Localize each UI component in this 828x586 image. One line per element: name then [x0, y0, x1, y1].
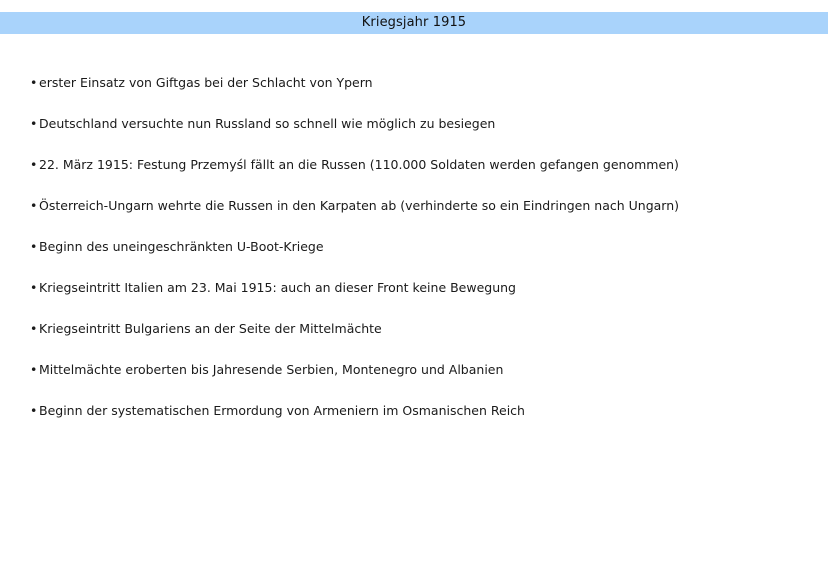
- list-item: [30, 237, 810, 278]
- bullet-list: [30, 73, 810, 442]
- bullet-icon: •: [30, 403, 38, 418]
- list-item-text: Beginn des uneingeschränkten U-Boot-Kriege: [39, 239, 324, 254]
- bullet-icon: •: [30, 321, 38, 336]
- bullet-icon: •: [30, 198, 38, 213]
- list-item: [30, 360, 810, 401]
- list-item: [30, 155, 810, 196]
- list-item-text: Kriegseintritt Bulgariens an der Seite der Mittelmächte: [39, 321, 382, 336]
- bullet-icon: •: [30, 280, 38, 295]
- bullet-icon: •: [30, 116, 38, 131]
- list-item: [30, 73, 810, 114]
- list-item-text: Beginn der systematischen Ermordung von Armeniern im Osmanischen Reich: [39, 403, 525, 418]
- list-item: [30, 114, 810, 155]
- list-item: [30, 278, 810, 319]
- list-item: [30, 196, 810, 237]
- bullet-icon: •: [30, 157, 38, 172]
- list-item-text: erster Einsatz von Giftgas bei der Schlacht von Ypern: [39, 75, 373, 90]
- title-bar: [0, 12, 828, 34]
- bullet-icon: •: [30, 362, 38, 377]
- list-item-text: Mittelmächte eroberten bis Jahresende Serbien, Montenegro und Albanien: [39, 362, 504, 377]
- list-item-text: Deutschland versuchte nun Russland so schnell wie möglich zu besiegen: [39, 116, 496, 131]
- list-item-text: Kriegseintritt Italien am 23. Mai 1915: auch an dieser Front keine Bewegung: [39, 280, 516, 295]
- list-item-text: 22. März 1915: Festung Przemyśl fällt an die Russen (110.000 Soldaten werden gefangen genommen): [39, 157, 679, 172]
- bullet-icon: •: [30, 239, 38, 254]
- list-item-text: Österreich-Ungarn wehrte die Russen in den Karpaten ab (verhinderte so ein Eindringen nach Ungarn): [39, 198, 680, 213]
- list-item: [30, 319, 810, 360]
- list-item: [30, 401, 810, 442]
- page-title: Kriegsjahr 1915: [361, 15, 467, 30]
- bullet-icon: •: [30, 75, 38, 90]
